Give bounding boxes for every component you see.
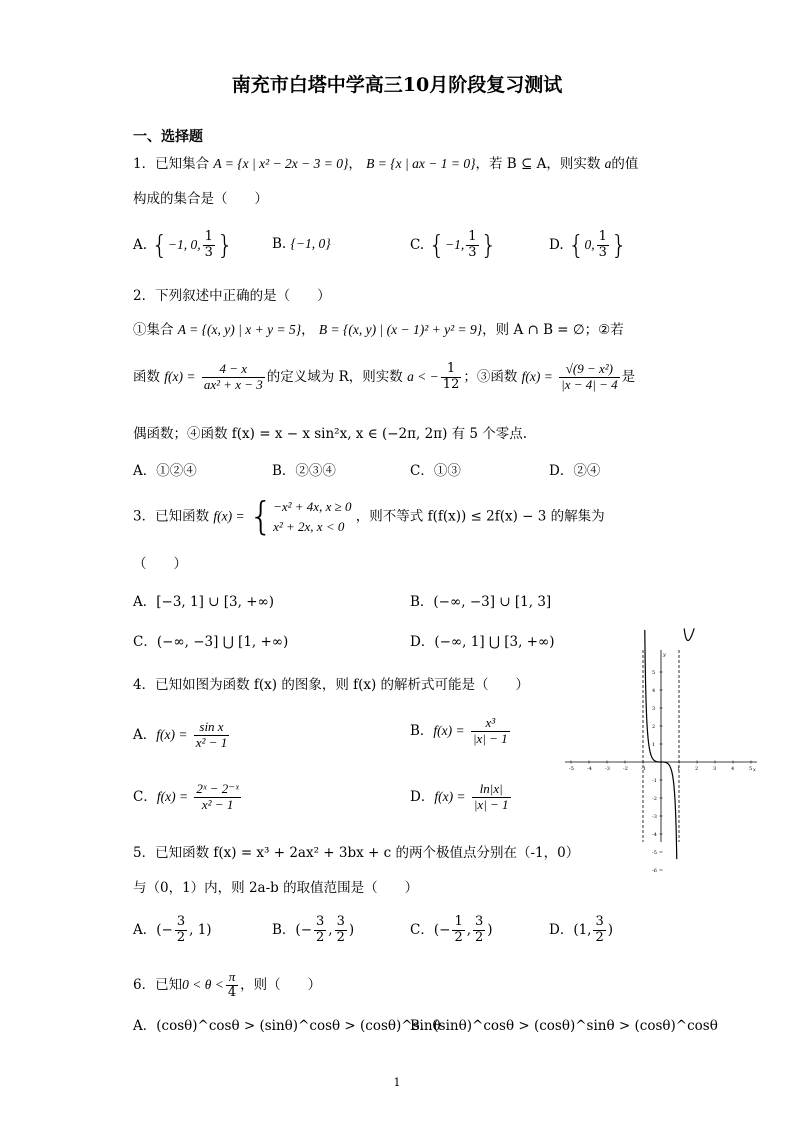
q4-option-d <box>410 782 513 813</box>
graph-axes <box>565 650 757 842</box>
q2-s2-pre: 函数 <box>133 368 160 385</box>
q3-post: ，则不等式 f(f(x)) ≤ 2f(x) − 3 的解集为 <box>355 508 605 525</box>
y-tick-label: -4 <box>652 832 657 838</box>
q5-option-b <box>272 915 354 946</box>
q1-line1 <box>133 156 638 172</box>
q1-var-a: a <box>604 156 612 171</box>
q3-pre: 3．已知函数 <box>133 508 210 525</box>
x-tick-label: 4 <box>731 766 735 772</box>
q4-opt-d-label: D． <box>410 788 435 805</box>
q5-opt-d-r: ) <box>607 921 614 938</box>
q4-opt-d-f: f(x) = <box>434 788 466 804</box>
y-tick-label: 4 <box>652 688 656 694</box>
y-tick-label: 5 <box>652 670 656 676</box>
q3-cases <box>273 497 351 536</box>
q3-option-c: C．(−∞, −3] ⋃ [1, +∞) <box>133 634 289 650</box>
q1-opt-a-val: −1, 0, <box>167 236 201 252</box>
q4-option-c <box>133 782 243 813</box>
x-tick-label: -5 <box>569 766 574 772</box>
q2-option-a: A．①②④ <box>133 463 197 479</box>
q1-post2: 的值 <box>611 156 639 172</box>
q5-opt-d-label: D． <box>549 921 574 938</box>
q6-cond: 0 < θ < <box>182 976 224 992</box>
q6-frac: $\frac{\pi}{4}$ <box>227 969 237 1000</box>
q1-post: ，若 B ⊆ A，则实数 <box>475 156 601 172</box>
q4-opt-c-f: f(x) = <box>156 788 189 804</box>
q4-opt-a-f: f(x) = <box>156 726 188 742</box>
page-title: 南充市白塔中学高三10月阶段复习测试 <box>231 74 563 96</box>
q2-statement2 <box>133 362 635 393</box>
graph-ticks <box>569 670 752 874</box>
y-tick-label: 3 <box>652 706 656 712</box>
q4-opt-d-frac: $\frac{\ln|x|}{|x| - 1}$ <box>473 781 509 812</box>
q5-opt-b-r: ) <box>348 921 355 938</box>
q1-option-c: C. {−1, $\frac{1}{3}$ } <box>410 229 498 261</box>
q4-opt-b-f: f(x) = <box>433 722 465 738</box>
q5-opt-c-frac1: $\frac{1}{2}$ <box>454 914 463 945</box>
q1-opt-a-frac: $\frac{1}{3}$ <box>204 229 213 260</box>
curve-right-branch <box>684 628 694 640</box>
q5-line1: 5．已知函数 f(x) = x³ + 2ax² + 3bx + c 的两个极值点分别在（-1，0） <box>133 845 580 861</box>
q2-line4: 偶函数；④函数 f(x) = x − x sin²x, x ∈ (−2π, 2π) 有 5 个零点. <box>133 426 528 442</box>
q1-pre: 1．已知集合 <box>133 156 210 172</box>
x-tick-label: 1 <box>677 766 681 772</box>
q1-opt-c-val: −1, <box>444 236 465 252</box>
x-tick-label: -3 <box>605 766 610 772</box>
q5-opt-b-m: , <box>328 921 333 938</box>
page-number: 1 <box>393 1076 401 1089</box>
q3-option-d: D．(−∞, 1] ⋃ [3, +∞) <box>410 634 555 650</box>
q2-s2-post: 的定义域为 R，则实数 <box>266 368 403 385</box>
x-axis-label: x <box>753 767 756 773</box>
graph-curves <box>643 628 694 859</box>
q4-option-b <box>410 716 512 747</box>
q5-opt-b-frac2: $\frac{3}{2}$ <box>336 914 345 945</box>
q1-opt-c-frac: $\frac{1}{3}$ <box>468 229 477 260</box>
q4-opt-c-label: C． <box>133 788 157 805</box>
q6-option-b: B．(sinθ)^cosθ > (cosθ)^sinθ > (cosθ)^cosθ <box>410 1018 718 1034</box>
q2-statement1: ①集合 A = {(x, y) | x + y = 5}， B = {(x, y) | (x − 1)² + y² = 9}，则 A ∩ B = ∅；②若 <box>133 322 624 338</box>
q6-pre: 6．已知 <box>133 976 183 993</box>
q1-opt-d-val: 0, <box>584 236 595 252</box>
q2-option-d: D．②④ <box>549 463 601 479</box>
q2-s2-cond: a < − <box>407 368 439 384</box>
y-tick-label: 2 <box>652 724 656 730</box>
q2-line1: 2．下列叙述中正确的是（ ） <box>133 288 331 304</box>
q5-opt-d-frac: $\frac{3}{2}$ <box>595 914 604 945</box>
q5-opt-c-m: , <box>466 921 472 938</box>
x-tick-label: -1 <box>641 766 646 772</box>
q2-s1-post: ，则 A ∩ B = ∅；②若 <box>482 322 624 338</box>
q4-line1: 4．已知如图为函数 f(x) 的图象，则 f(x) 的解析式可能是（ ） <box>133 677 530 693</box>
y-tick-label: -3 <box>652 814 657 820</box>
q2-s2-frac: $\frac{4 - x}{\text{ax² + x − 3}}$ <box>203 361 263 392</box>
q2-option-b: B．②③④ <box>272 463 336 479</box>
q5-opt-a-label: A． <box>133 921 157 938</box>
section-heading: 一、选择题 <box>133 129 203 145</box>
q4-option-a <box>133 720 231 751</box>
q6-line1 <box>133 970 321 1001</box>
q1-opt-a-label: A. <box>133 236 148 253</box>
q4-opt-b-label: B． <box>410 722 434 739</box>
q2-s3-post: 是 <box>621 368 636 385</box>
y-tick-label: -5 <box>652 850 657 856</box>
q2-s1-pre: ①集合 <box>133 322 174 338</box>
q1-opt-c-label: C. <box>410 236 425 253</box>
q1-opt-b-val: {−1, 0} <box>290 236 331 251</box>
function-graph <box>563 648 759 874</box>
q1-option-a: A. {−1, 0, $\frac{1}{3}$ } <box>133 229 234 261</box>
q6-option-a: A．(cosθ)^cosθ > (sinθ)^cosθ > (cosθ)^sinθ <box>133 1018 441 1034</box>
q1-opt-b-label: B. <box>272 236 287 252</box>
q2-s3-pre: ；③函数 <box>463 368 518 385</box>
q4-opt-a-frac: $\frac{\text{sin x}}{\text{x² − 1}}$ <box>195 719 228 750</box>
q1-opt-d-label: D. <box>549 236 564 253</box>
x-tick-label: 5 <box>749 766 753 772</box>
q2-s2-f: f(x) = <box>164 368 196 384</box>
q5-opt-a-r: , 1) <box>189 921 212 938</box>
q1-setB: B = {x | ax − 1 = 0} <box>366 156 476 171</box>
q5-opt-c-label: C． <box>410 921 434 938</box>
q6-post: ，则（ ） <box>240 976 322 993</box>
q5-opt-c-l: (− <box>433 921 451 938</box>
q1-option-d: D. {0, $\frac{1}{3}$ } <box>549 229 628 261</box>
q4-opt-c-frac: $\frac{\text{2ˣ − 2⁻ˣ}}{\text{x² − 1}}$ <box>196 781 239 812</box>
x-tick-label: 2 <box>695 766 699 772</box>
q2-s2-cond-frac: $\frac{1}{12}$ <box>442 361 460 392</box>
q2-s1-setA: A = {(x, y) | x + y = 5} <box>177 322 302 337</box>
q5-line2: 与（0，1）内，则 2a-b 的取值范围是（ ） <box>133 880 419 896</box>
q2-s3-frac: $\frac{\text{√(9 − x²)}}{|x - 4| - 4}$ <box>561 361 618 392</box>
y-tick-label: 1 <box>652 742 656 748</box>
q4-opt-a-label: A． <box>133 726 157 743</box>
q5-opt-b-label: B． <box>272 921 296 938</box>
q3-option-b: B．(−∞, −3] ∪ [1, 3] <box>410 594 552 610</box>
q1-setA: A = {x | x² − 2x − 3 = 0} <box>213 156 349 171</box>
q2-s1-setB: B = {(x, y) | (x − 1)² + y² = 9} <box>318 322 483 337</box>
q3-option-a: A．[−3, 1] ∪ [3, +∞) <box>133 594 275 610</box>
q3-case2: x² + 2x, x < 0 <box>273 518 345 534</box>
q2-s3-f: f(x) = <box>521 368 553 384</box>
q3-line1: 3．已知函数 f(x) = { −x² + 4x, x ≥ 0 x² + 2x, x < 0 ，则不等式 f(f(x)) ≤ 2f(x) − 3 的解集为 <box>133 494 605 538</box>
q3-f: f(x) = <box>213 508 245 524</box>
q3-case1: −x² + 4x, x ≥ 0 <box>273 499 352 515</box>
q5-opt-a-frac: $\frac{3}{2}$ <box>176 914 186 945</box>
q5-opt-c-frac2: $\frac{3}{2}$ <box>475 914 484 945</box>
q1-option-b <box>272 236 331 252</box>
q5-opt-b-frac1: $\frac{3}{2}$ <box>316 914 325 945</box>
x-tick-label: -2 <box>623 766 628 772</box>
y-axis-label: y <box>663 652 666 658</box>
q5-opt-c-r: ) <box>487 921 493 938</box>
q5-option-d <box>549 915 613 946</box>
q5-option-a <box>133 915 212 946</box>
q3-line2: （ ） <box>133 556 187 572</box>
y-tick-label: -6 <box>652 868 657 874</box>
q1-line2: 构成的集合是（ ） <box>133 191 268 207</box>
q4-opt-b-frac: $\frac{\text{x³}}{|x| - 1}$ <box>472 715 508 746</box>
x-tick-label: 3 <box>713 766 717 772</box>
q5-opt-d-l: (1, <box>573 921 592 938</box>
q2-option-c: C．①③ <box>410 463 461 479</box>
x-tick-label: -4 <box>587 766 592 772</box>
y-tick-label: -2 <box>652 796 657 802</box>
q5-option-c <box>410 915 493 946</box>
q1-opt-d-frac: $\frac{1}{3}$ <box>598 229 607 260</box>
q5-opt-a-l: (− <box>156 921 173 938</box>
q1-mid: ， <box>348 156 362 172</box>
y-tick-label: -1 <box>652 778 657 784</box>
q5-opt-b-l: (− <box>295 921 313 938</box>
